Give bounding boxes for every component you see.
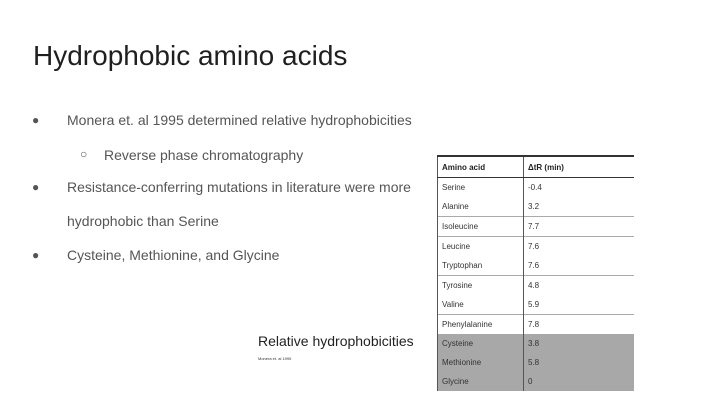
table-header-row [438, 156, 635, 178]
cell-value: 0 [524, 372, 635, 391]
cell-value: 4.8 [524, 276, 635, 296]
table-row [438, 256, 635, 276]
bullet-2-text: Resistance-conferring mutations in literature were more [67, 179, 411, 195]
table-row [438, 315, 635, 335]
sub-bullet-marker-icon: ○ [80, 147, 88, 161]
table-row [438, 295, 635, 315]
table-row [438, 178, 635, 198]
cell-name: Cysteine [438, 334, 524, 353]
bullet-marker-icon: ● [32, 113, 40, 127]
table-row-highlighted [438, 353, 635, 372]
slide-title: Hydrophobic amino acids [33, 40, 348, 71]
header-amino-acid: Amino acid [438, 156, 524, 178]
cell-name: Tyrosine [438, 276, 524, 296]
table-row [438, 276, 635, 296]
cell-name: Isoleucine [438, 217, 524, 237]
bullet-3-text: Cysteine, Methionine, and Glycine [67, 247, 280, 263]
cell-value: 3.8 [524, 334, 635, 353]
cell-value: 7.7 [524, 217, 635, 237]
table-caption: Relative hydrophobicities [258, 333, 414, 349]
header-delta-tr: ΔtR (min) [524, 156, 635, 178]
table-row [438, 217, 635, 237]
cell-name: Methionine [438, 353, 524, 372]
cell-name: Leucine [438, 237, 524, 257]
cell-name: Glycine [438, 372, 524, 391]
cell-name: Tryptophan [438, 256, 524, 276]
cell-name: Phenylalanine [438, 315, 524, 335]
table-row-highlighted [438, 372, 635, 391]
cell-value: 3.2 [524, 197, 635, 217]
bullet-1-text: Monera et. al 1995 determined relative hydrophobicities [67, 112, 412, 128]
table-row [438, 197, 635, 217]
cell-value: -0.4 [524, 178, 635, 198]
cell-name: Valine [438, 295, 524, 315]
citation: Monera et. al 1995 [258, 356, 292, 361]
bullet-marker-icon: ● [32, 180, 40, 194]
cell-name: Alanine [438, 197, 524, 217]
cell-value: 7.8 [524, 315, 635, 335]
cell-value: 7.6 [524, 256, 635, 276]
table-row-highlighted [438, 334, 635, 353]
cell-value: 5.9 [524, 295, 635, 315]
bullet-2-continuation: hydrophobic than Serine [67, 213, 219, 229]
bullet-marker-icon: ● [32, 248, 40, 262]
table-row [438, 237, 635, 257]
cell-value: 5.8 [524, 353, 635, 372]
cell-name: Serine [438, 178, 524, 198]
cell-value: 7.6 [524, 237, 635, 257]
sub-bullet-1-text: Reverse phase chromatography [104, 147, 304, 163]
hydrophobicity-table [437, 155, 634, 391]
